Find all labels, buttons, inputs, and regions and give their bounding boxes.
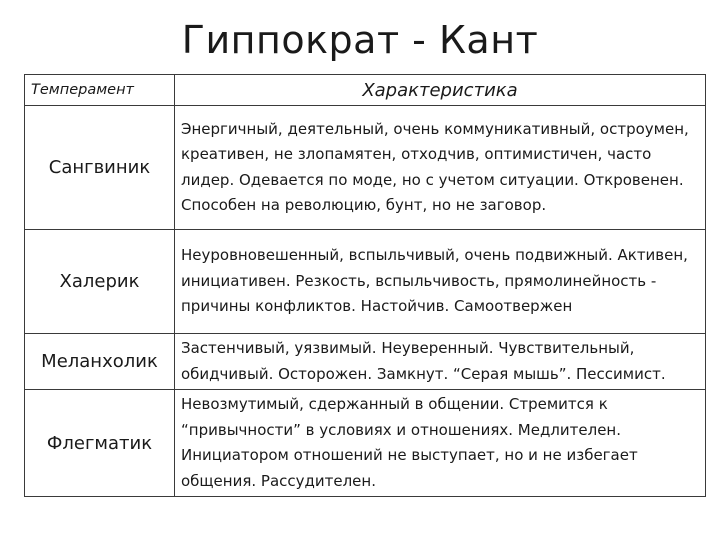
temperament-name: Флегматик	[25, 390, 175, 497]
temperament-description: Энергичный, деятельный, очень коммуникативный, остроумен, креативен, не злопамятен, отходчив, оптимистичен, часто лидер. Одевается по моде, но с учетом ситуации. Откровенен. Способен на революцию, бунт, но не заговор.	[175, 106, 706, 230]
temperament-description: Невозмутимый, сдержанный в общении. Стремится к “привычности” в условиях и отношениях. Медлителен. Инициатором отношений не выступает, но и не избегает общения. Рассудителен.	[175, 390, 706, 497]
column-header-characteristic: Характеристика	[175, 75, 706, 106]
table-row	[25, 230, 706, 334]
temperament-description: Застенчивый, уязвимый. Неуверенный. Чувствительный, обидчивый. Осторожен. Замкнут. “Серая мышь”. Пессимист.	[175, 334, 706, 390]
temperament-description: Неуровновешенный, вспыльчивый, очень подвижный. Активен, инициативен. Резкость, вспыльчивость, прямолинейность - причины конфликтов. Настойчив. Самоотвержен	[175, 230, 706, 334]
page-title: Гиппократ - Кант	[181, 18, 539, 62]
table-row	[25, 334, 706, 390]
column-header-temperament: Темперамент	[25, 75, 175, 106]
temperament-name: Меланхолик	[25, 334, 175, 390]
temperament-name: Халерик	[25, 230, 175, 334]
temperament-name: Сангвиник	[25, 106, 175, 230]
temperament-table	[24, 74, 706, 497]
table-row	[25, 390, 706, 497]
table-header-row	[25, 75, 706, 106]
table-row	[25, 106, 706, 230]
